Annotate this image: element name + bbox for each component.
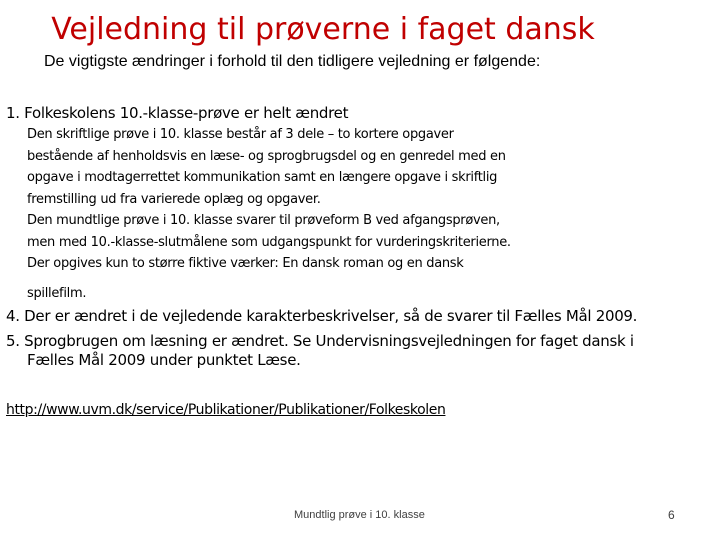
point-1-detail-line: Der opgives kun to større fiktive værker: En dansk roman og en dansk bbox=[27, 256, 464, 271]
point-1-detail-line: Den mundtlige prøve i 10. klasse svarer til prøveform B ved afgangsprøven, bbox=[27, 213, 500, 228]
folkeskolen-link[interactable]: http://www.uvm.dk/service/Publikationer/Publikationer/Folkeskolen bbox=[6, 402, 446, 418]
point-5-line-1: 5. Sprogbrugen om læsning er ændret. Se Undervisningsvejledningen for faget dansk i bbox=[6, 332, 634, 350]
point-1-detail-line: spillefilm. bbox=[27, 286, 87, 301]
point-1-detail-line: opgave i modtagerrettet kommunikation samt en længere opgave i skriftlig bbox=[27, 170, 498, 185]
point-1-detail-line: Den skriftlige prøve i 10. klasse består af 3 dele – to kortere opgaver bbox=[27, 127, 454, 142]
slide-subtitle: De vigtigste ændringer i forhold til den tidligere vejledning er følgende: bbox=[44, 53, 541, 70]
point-4: 4. Der er ændret i de vejledende karakterbeskrivelser, så de svarer til Fælles Mål 2009. bbox=[6, 307, 638, 325]
point-5-line-2: Fælles Mål 2009 under punktet Læse. bbox=[27, 351, 301, 369]
page-number: 6 bbox=[668, 508, 675, 522]
point-1-detail-line: men med 10.-klasse-slutmålene som udgangspunkt for vurderingskriterierne. bbox=[27, 235, 511, 250]
point-1-detail-line: fremstilling ud fra varierede oplæg og opgaver. bbox=[27, 192, 321, 207]
point-1: 1. Folkeskolens 10.-klasse-prøve er helt ændret bbox=[6, 104, 349, 122]
point-1-detail-line: bestående af henholdsvis en læse- og sprogbrugsdel og en genredel med en bbox=[27, 149, 506, 164]
footer-text: Mundtlig prøve i 10. klasse bbox=[294, 509, 425, 521]
slide-title: Vejledning til prøverne i faget dansk bbox=[51, 12, 595, 47]
